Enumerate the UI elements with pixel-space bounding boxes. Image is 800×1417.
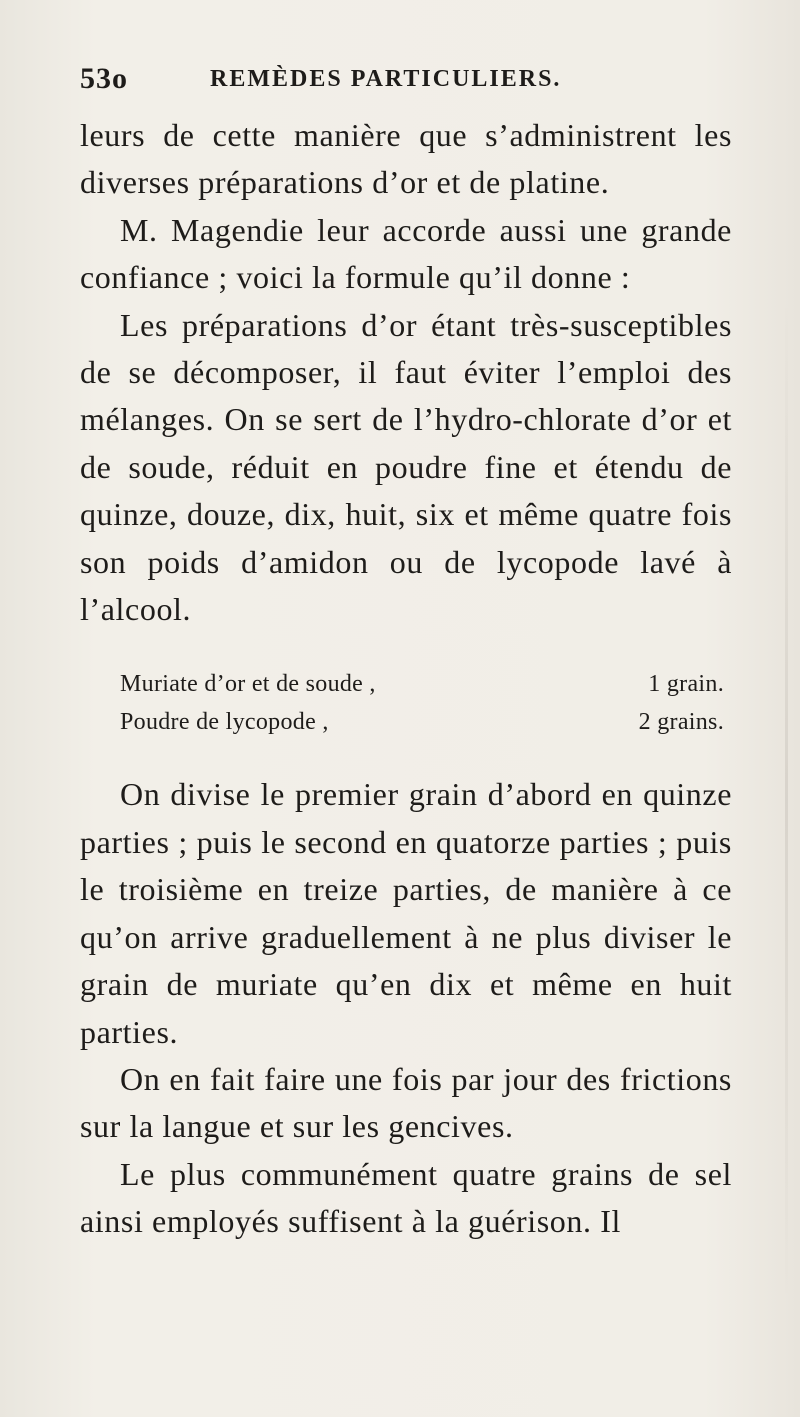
paragraph-division: On divise le premier grain d’abord en quinze parties ; puis le second en quatorze parties ; puis le troisième en treize parties, de manière à ce qu’on arrive graduellement à ne plus diviser le grain de muriate qu’en dix et même en huit parties. (80, 776, 732, 1050)
page-edge-shadow (785, 300, 788, 1300)
formula-amount: 2 grains. (638, 709, 724, 736)
formula-row (80, 703, 732, 741)
paragraph-preparations: Les préparations d’or étant très-susceptibles de se décomposer, il faut éviter l’emploi des mélanges. On se sert de l’hydro-chlorate d’or et de soude, réduit en poudre fine et étendu de quinze, douze, dix, huit, six et même quatre fois son poids d’amidon ou de lycopode lavé à l’alcool. (80, 306, 732, 628)
paragraph-frictions: On en fait faire une fois par jour des frictions sur la langue et sur les gencives. (80, 1060, 732, 1145)
paragraph-magendie: M. Magendie leur accorde aussi une grande confiance ; voici la formule qu’il donne : (80, 211, 732, 296)
formula-row (80, 665, 732, 703)
formula-amount: 1 grain. (648, 671, 724, 698)
body-text (80, 112, 732, 1246)
formula-ingredient: Muriate d’or et de soude , (120, 671, 376, 698)
page-number: 53o (80, 62, 128, 95)
page-header (80, 62, 740, 106)
paragraph-continued: leurs de cette manière que s’administrent les diverses préparations d’or et de platine. (80, 117, 732, 201)
running-head: REMÈDES PARTICULIERS. (210, 66, 562, 92)
paragraph-dosage: Le plus communément quatre grains de sel ainsi employés suffisent à la guérison. Il (80, 1155, 732, 1240)
formula-ingredient: Poudre de lycopode , (120, 709, 329, 736)
formula (80, 665, 732, 741)
